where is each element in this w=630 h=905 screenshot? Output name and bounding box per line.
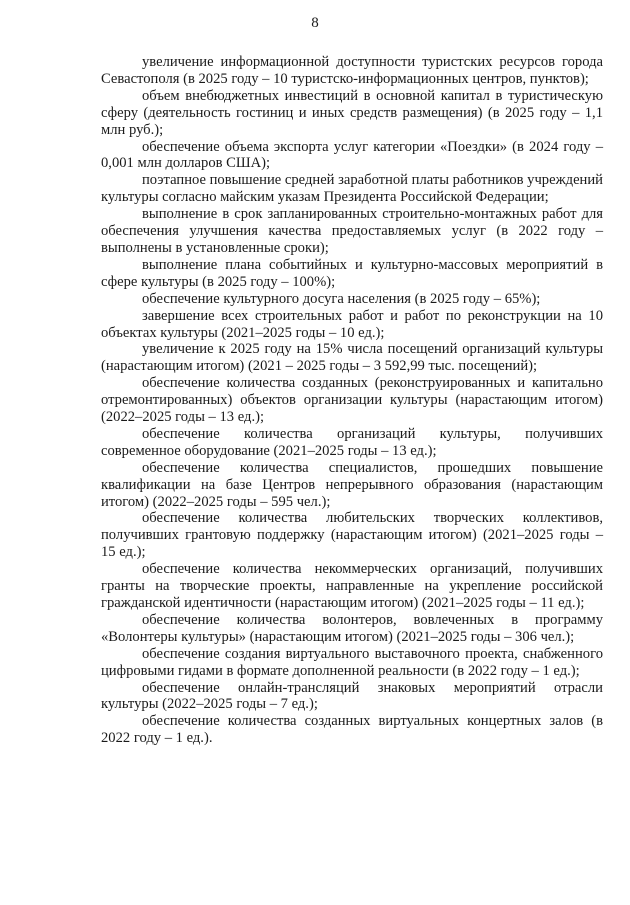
paragraph-leisure: обеспечение культурного досуга населения (в 2025 году – 65%);	[142, 290, 541, 307]
paragraph-volunteers: обеспечение количества волонтеров, вовлеченных в программу «Волонтеры культуры» (нарастающим итогом) (2021–2025 годы – 306 чел.);	[101, 611, 603, 645]
paragraph-online-broadcasts: обеспечение онлайн-трансляций знаковых мероприятий отрасли культуры (2022–2025 годы – 7 ед.);	[101, 679, 603, 713]
paragraph-export: обеспечение объема экспорта услуг категории «Поездки» (в 2024 году – 0,001 млн долларов США);	[101, 138, 603, 172]
paragraph-salary: поэтапное повышение средней заработной платы работников учреждений культуры согласно майским указам Президента Российской Федерации;	[101, 172, 603, 206]
paragraph-investments: объем внебюджетных инвестиций в основной капитал в туристическую сферу (деятельность гостиниц и иных средств размещения) (в 2025 году – 1,1 млн руб.);	[101, 87, 603, 138]
paragraph-created-objects: обеспечение количества созданных (реконструированных и капитально отремонтированных) объектов организации культуры (нарастающим итогом) (2022–2025 годы – 13 ед.);	[101, 375, 603, 426]
paragraph-equipment: обеспечение количества организаций культуры, получивших современное оборудование (2021–2025 годы – 13 ед.);	[101, 425, 603, 459]
paragraph-events-plan: выполнение плана событийных и культурно-массовых мероприятий в сфере культуры (в 2025 году – 100%);	[101, 256, 603, 290]
page-number: 8	[311, 15, 319, 31]
paragraph-visits: увеличение к 2025 году на 15% числа посещений организаций культуры (нарастающим итогом) (2021 – 2025 годы – 3 592,99 тыс. посещений);	[101, 341, 603, 375]
paragraph-construction: выполнение в срок запланированных строительно-монтажных работ для обеспечения улучшения качества предоставляемых услуг (в 2022 году – выполнены в установленные сроки);	[101, 206, 603, 256]
paragraph-specialists: обеспечение количества специалистов, прошедших повышение квалификации на базе Центров непрерывного образования (нарастающим итогом) (2022–2025 годы – 595 чел.);	[101, 459, 603, 510]
paragraph-reconstruction: завершение всех строительных работ и работ по реконструкции на 10 объектах культуры (2021–2025 годы – 10 ед.);	[101, 307, 603, 341]
paragraph-virtual-concert-halls: обеспечение количества созданных виртуальных концертных залов (в 2022 году – 1 ед.).	[101, 713, 603, 747]
paragraph-amateur-groups: обеспечение количества любительских творческих коллективов, получивших грантовую поддержку (нарастающим итогом) (2021–2025 годы – 15 ед.);	[101, 510, 603, 561]
paragraph-virtual-exhibition: обеспечение создания виртуального выставочного проекта, снабженного цифровыми гидами в формате дополненной реальности (в 2022 году – 1 ед.);	[101, 645, 603, 679]
paragraph-nonprofits: обеспечение количества некоммерческих организаций, получивших гранты на творческие проекты, направленные на укрепление российской гражданской идентичности (нарастающим итогом) (2021–2025 годы – 11 ед.);	[101, 561, 603, 611]
document-body	[101, 54, 603, 747]
paragraph-tourism-info: увеличение информационной доступности туристских ресурсов города Севастополя (в 2025 году – 10 туристско-информационных центров, пунктов);	[101, 54, 603, 87]
